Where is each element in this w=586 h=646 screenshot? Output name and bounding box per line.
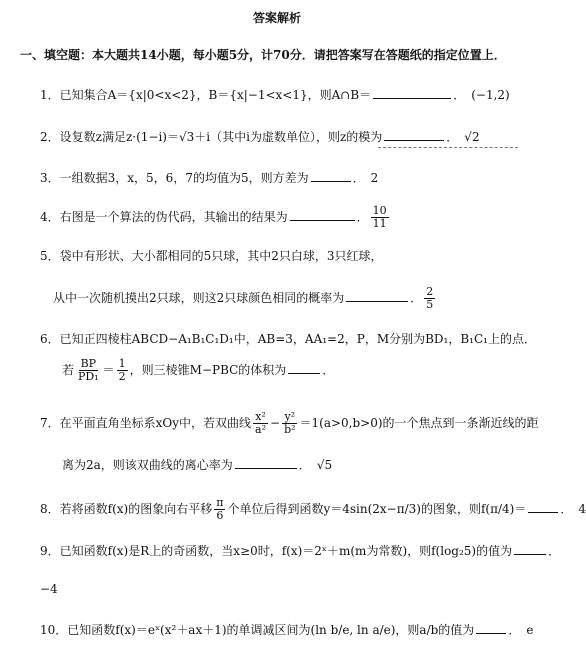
question-text: 右图是一个算法的伪代码，其输出的结果为 bbox=[59, 210, 288, 225]
hyperbola-x-term bbox=[253, 411, 268, 436]
answer-fraction bbox=[371, 205, 389, 230]
numerator: π bbox=[216, 496, 224, 509]
question-text: 设复数z满足z·(1−i)＝√3＋i（其中i为虚数单位），则z的模为 bbox=[59, 130, 383, 144]
denominator: PD₁ bbox=[78, 370, 99, 384]
question-number: 6． bbox=[40, 332, 60, 346]
numerator: 2 bbox=[426, 285, 434, 298]
page-title: 答案解析 bbox=[252, 11, 301, 25]
answer-blank bbox=[528, 500, 558, 513]
question-text: 个单位后得到函数y＝4sin(2x−π/3)的图象，则f(π/4)＝ bbox=[227, 502, 527, 517]
question-number: 9． bbox=[40, 544, 60, 558]
question-5-line-2: 从中一次随机摸出2只球，则这2只球颜色相同的概率为 ． $\frac{2}{5}$ bbox=[53, 285, 434, 312]
question-4: 4．右图是一个算法的伪代码，其输出的结果为 ． $\frac{10}{11}$ bbox=[40, 204, 387, 231]
question-text: 已知函数f(x)＝eˣ(x²＋ax＋1)的单调减区间为(ln b/e, ln a/e)，则a/b的值为 bbox=[67, 623, 475, 637]
question-5-line-1 bbox=[40, 247, 383, 264]
question-text: 离为2a，则该双曲线的离心率为 bbox=[62, 458, 233, 472]
question-text: 已知集合A＝{x|0<x<2}，B＝{x|−1<x<1}，则A∩B＝ bbox=[59, 88, 372, 102]
answer-blank bbox=[476, 621, 506, 634]
section-heading: 一、填空题：本大题共14小题，每小题5分，计70分．请把答案写在答题纸的指定位置上． bbox=[20, 48, 506, 62]
question-text: 已知正四棱柱ABCD−A₁B₁C₁D₁中，AB=3，AA₁=2，P，M分别为BD₁，B₁C₁上的点． bbox=[59, 332, 536, 346]
denominator: 2 bbox=[118, 370, 126, 384]
denominator: a² bbox=[255, 423, 266, 437]
answer-blank bbox=[288, 361, 320, 374]
question-text: ＝1(a>0,b>0)的一个焦点到一条渐近线的距 bbox=[299, 416, 539, 431]
question-7-line-2: 离为2a，则该双曲线的离心率为 ． √5 bbox=[62, 458, 333, 472]
answer-blank bbox=[373, 86, 451, 99]
numerator: y² bbox=[284, 410, 296, 423]
question-number: 10． bbox=[40, 623, 68, 637]
question-text: ，则三棱锥M−PBC的体积为 bbox=[129, 363, 287, 378]
numerator: x² bbox=[255, 410, 266, 423]
question-3: 3．一组数据3，x，5，6，7的均值为5，则方差为 ． 2 bbox=[40, 171, 379, 185]
question-2: 2．设复数z满足z·(1−i)＝√3＋i（其中i为虚数单位），则z的模为 ． √2 bbox=[40, 130, 480, 144]
answer-blank bbox=[311, 169, 351, 182]
question-text: 袋中有形状、大小都相同的5只球，其中2只白球，3只红球， bbox=[59, 249, 383, 263]
question-6-line-2: 若 $\frac{BP}{\text{PD₁}}$ ＝ $\frac{1}{2}$ ，则三棱锥M−PBC的体积为 ． bbox=[62, 357, 335, 384]
question-number: 8． bbox=[40, 502, 60, 517]
hyperbola-y-term bbox=[282, 411, 297, 436]
answer: √2 bbox=[464, 130, 480, 144]
answer: (−1,2) bbox=[471, 88, 510, 102]
answer: √5 bbox=[316, 458, 333, 472]
question-number: 1． bbox=[40, 88, 60, 102]
denominator: 6 bbox=[216, 509, 224, 523]
question-7-line-1 bbox=[40, 411, 539, 436]
question-text: 从中一次随机摸出2只球，则这2只球颜色相同的概率为 bbox=[53, 291, 345, 306]
denominator: b² bbox=[284, 423, 296, 437]
shift-fraction bbox=[214, 497, 225, 522]
question-number: 7． bbox=[40, 416, 60, 431]
denominator: 5 bbox=[426, 298, 434, 312]
denominator: 11 bbox=[372, 217, 387, 231]
answer-blank bbox=[384, 128, 444, 141]
question-9-answer: −4 bbox=[40, 582, 58, 596]
question-9: 9．已知函数f(x)是R上的奇函数，当x≥0时，f(x)＝2ˣ＋m(m为常数)，则f(log₂5)的值为 ． bbox=[40, 544, 561, 558]
minus-sign: − bbox=[270, 416, 281, 431]
answer: 2 bbox=[370, 171, 379, 185]
question-10: 10．已知函数f(x)＝eˣ(x²＋ax＋1)的单调减区间为(ln b/e, ln a/e)，则a/b的值为 ． e bbox=[40, 623, 534, 637]
question-number: 3． bbox=[40, 171, 60, 185]
question-text: 已知函数f(x)是R上的奇函数，当x≥0时，f(x)＝2ˣ＋m(m为常数)，则f(log₂5)的值为 bbox=[59, 544, 513, 558]
answer-fraction bbox=[424, 286, 435, 311]
value-fraction bbox=[117, 358, 128, 383]
question-number: 2． bbox=[40, 130, 60, 144]
answer-blank bbox=[346, 289, 408, 302]
answer-blank bbox=[290, 208, 355, 221]
numerator: 1 bbox=[118, 357, 126, 370]
question-text: 若 bbox=[62, 363, 75, 378]
answer-blank bbox=[235, 456, 297, 469]
answer-blank bbox=[514, 542, 546, 555]
question-8: 8．若将函数f(x)的图象向右平移 $\frac{\pi}{6}$ 个单位后得到函数y＝4sin(2x−π/3)的图象，则f(π/4)＝ ． 4 bbox=[40, 496, 586, 523]
numerator: 10 bbox=[372, 204, 387, 217]
question-number: 4． bbox=[40, 210, 60, 225]
question-number: 5． bbox=[40, 249, 60, 263]
equals-sign: ＝ bbox=[102, 363, 115, 378]
question-text: 若将函数f(x)的图象向右平移 bbox=[59, 502, 213, 517]
question-1: 1．已知集合A＝{x|0<x<2}，B＝{x|−1<x<1}，则A∩B＝ ． (−1,2) bbox=[40, 88, 510, 102]
answer: e bbox=[526, 623, 534, 637]
numerator: BP bbox=[80, 357, 97, 370]
divider bbox=[378, 147, 518, 148]
question-text: 一组数据3，x，5，6，7的均值为5，则方差为 bbox=[59, 171, 309, 185]
ratio-fraction bbox=[76, 358, 101, 383]
question-6-line-1 bbox=[40, 330, 536, 347]
answer: 4 bbox=[578, 502, 586, 517]
question-text: 在平面直角坐标系xOy中，若双曲线 bbox=[59, 416, 252, 431]
